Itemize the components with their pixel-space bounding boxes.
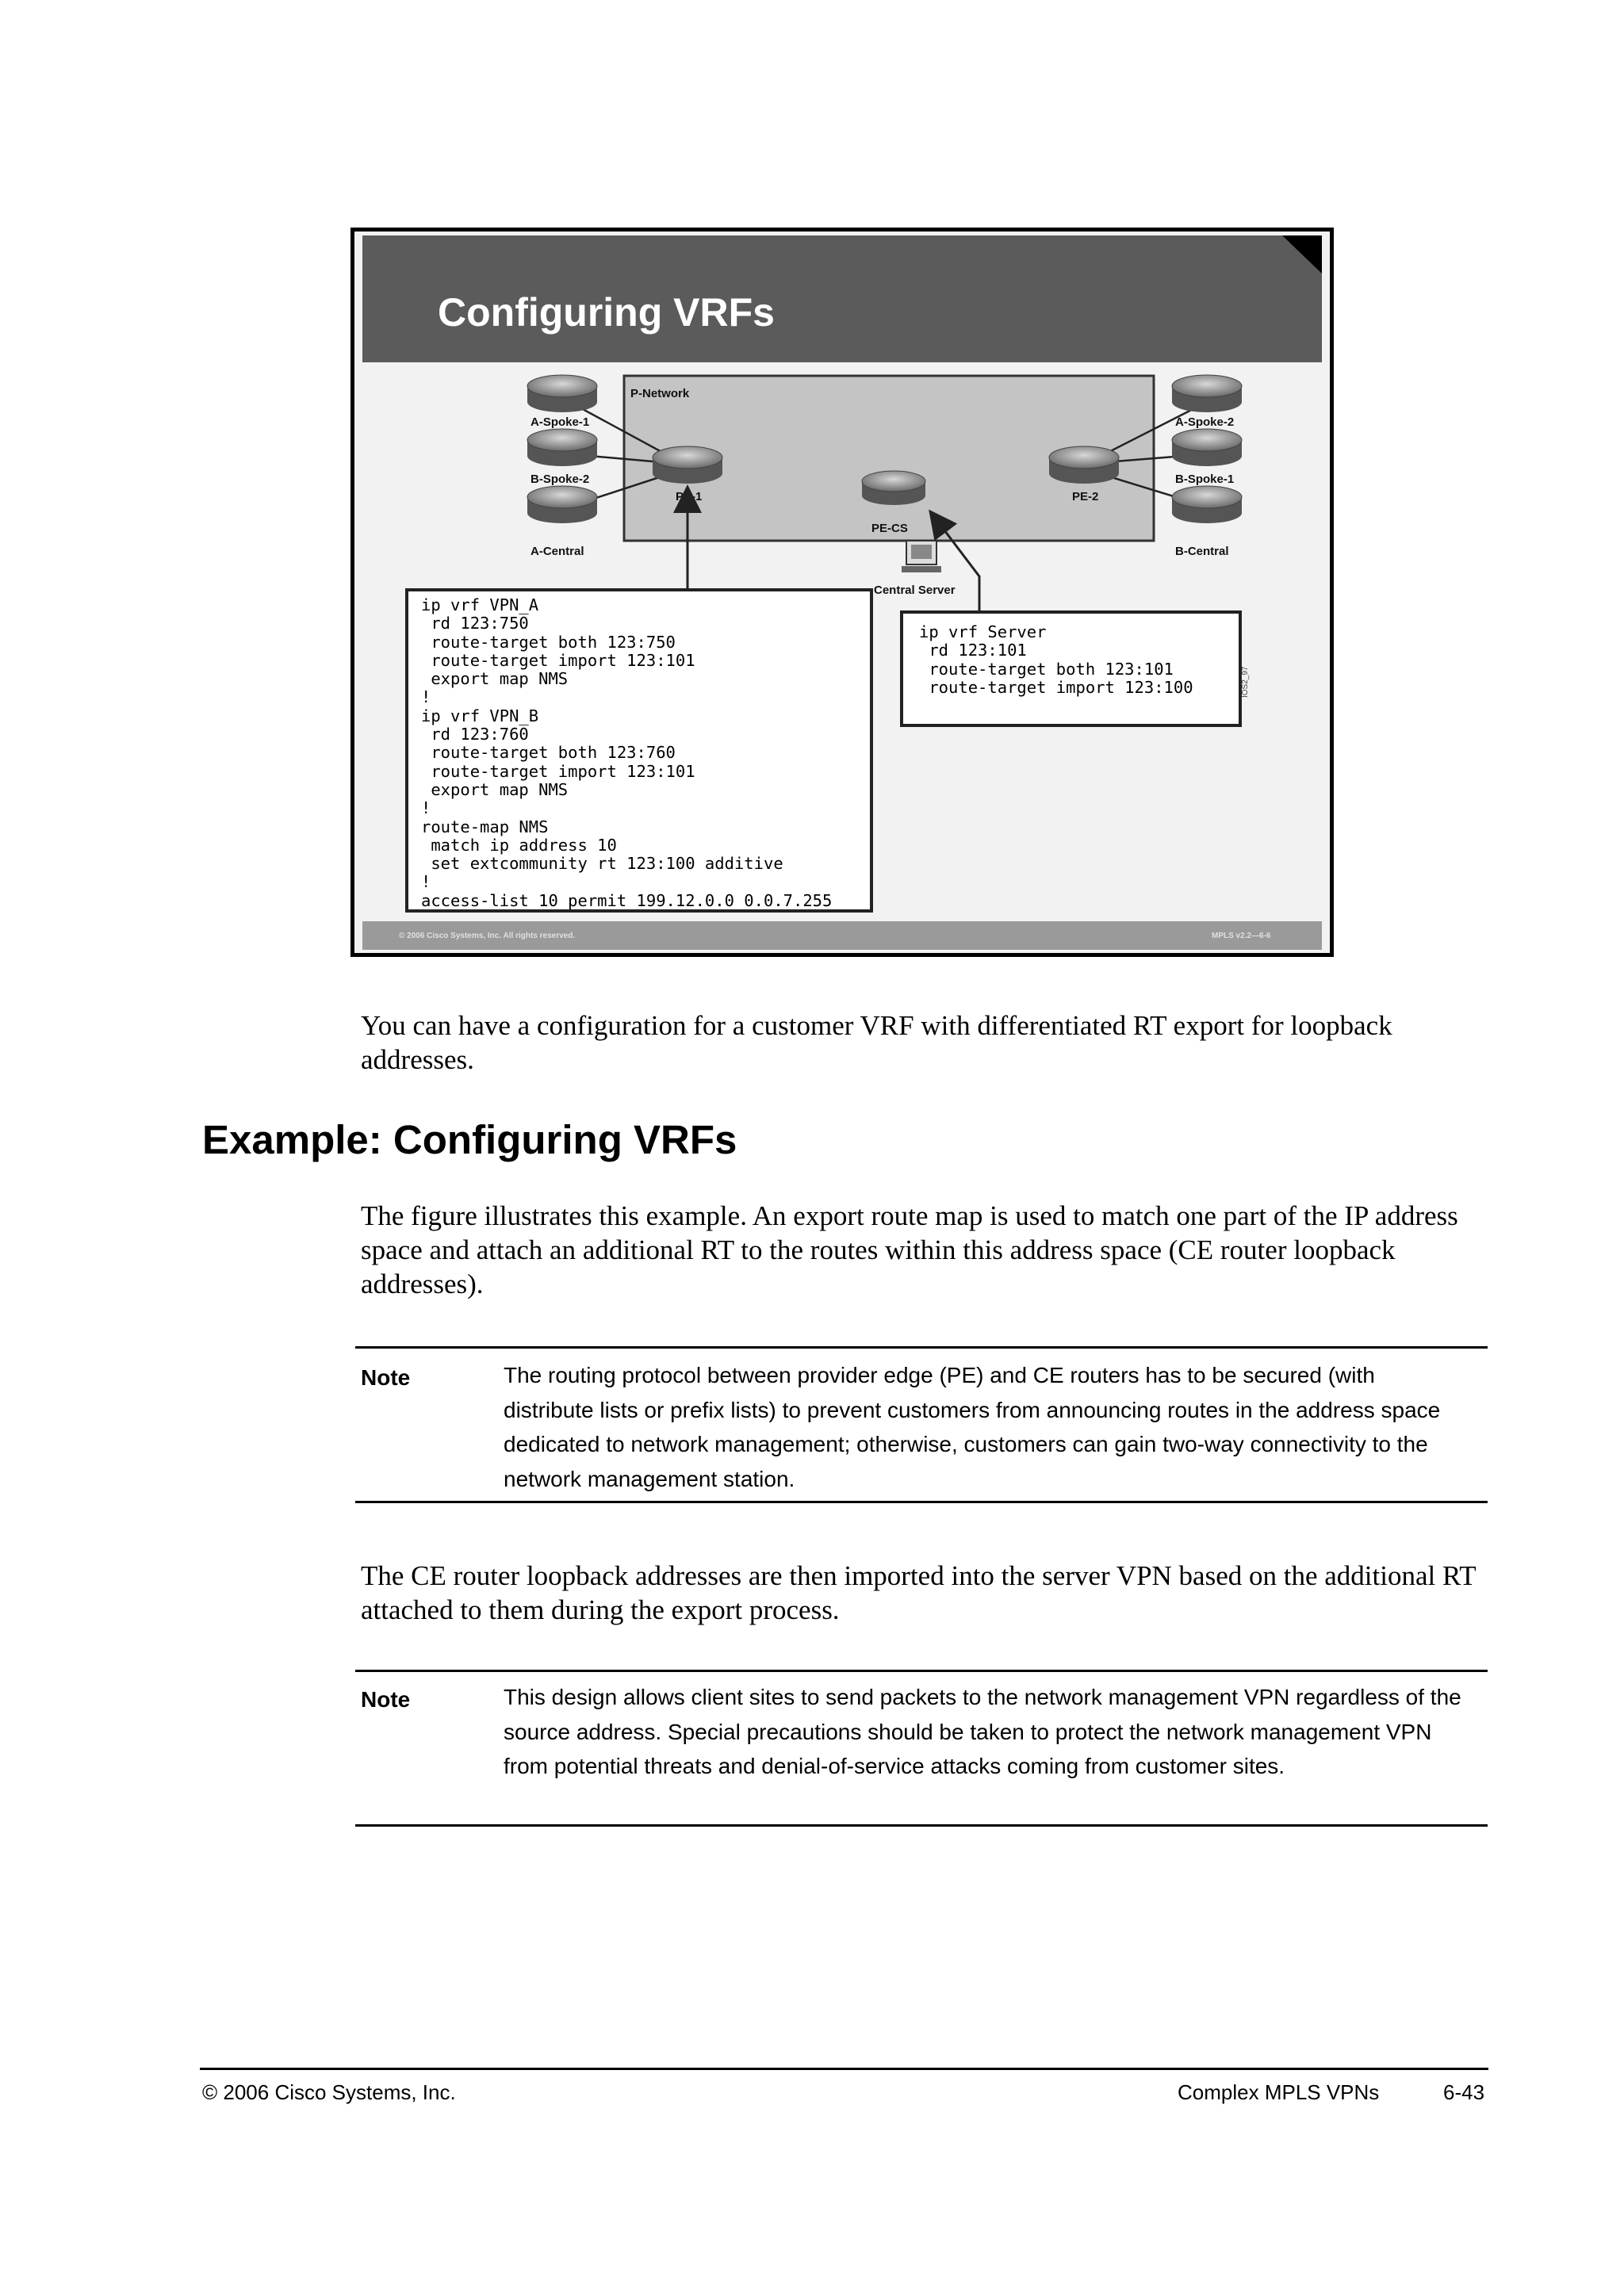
body-paragraph-2: The CE router loopback addresses are then imported into the server VPN based on the additional RT attached to them during the export process.	[361, 1560, 1476, 1625]
footer-rule	[200, 2068, 1488, 2070]
label-pe-cs: PE-CS	[871, 522, 908, 535]
slide-figure-ref: IOS2_97	[1241, 666, 1250, 698]
label-pe-2: PE-2	[1072, 490, 1099, 503]
note-1-bottom-rule	[355, 1501, 1488, 1503]
note-2-text: This design allows client sites to send packets to the network management VPN regardless of the source address. Special precautions should be taken to protect the network management VPN from potential threats and denial-of-service attacks coming from customer sites.	[504, 1685, 1461, 1778]
intro-paragraph: You can have a configuration for a customer VRF with differentiated RT export for loopback addresses.	[361, 1010, 1392, 1075]
label-pe-1: PE-1	[676, 490, 703, 503]
label-a-spoke-1: A-Spoke-1	[530, 415, 590, 429]
router-pe-1-icon	[653, 446, 722, 484]
server-config-code: ip vrf Server rd 123:101 route-target both 123:101 route-target import 123:100	[919, 622, 1193, 697]
footer-copyright: © 2006 Cisco Systems, Inc.	[202, 2080, 456, 2104]
label-central-server: Central Server	[874, 584, 956, 597]
label-a-spoke-2: A-Spoke-2	[1175, 415, 1235, 429]
slide-corner-mark	[1282, 235, 1322, 274]
router-a-spoke-1-icon	[527, 375, 597, 412]
label-b-central: B-Central	[1175, 545, 1229, 558]
footer-page-number: 6-43	[1443, 2080, 1485, 2104]
pe1-config-box	[405, 588, 873, 913]
slide-footer-copyright: © 2006 Cisco Systems, Inc. All rights reserved.	[399, 932, 576, 940]
router-a-spoke-2-icon	[1172, 375, 1242, 412]
router-pe-cs-icon	[862, 471, 925, 505]
body-paragraph-1: The figure illustrates this example. An export route map is used to match one part of the IP address space and attach an additional RT to the routes within this address space (CE router loopback addresses).	[361, 1200, 1458, 1299]
note-1-label: Note	[361, 1365, 411, 1390]
note-1-text: The routing protocol between provider edge (PE) and CE routers has to be secured (with distribute lists or prefix lists) to prevent customers from announcing routes in the address space dedicated to network management; otherwise, customers can gain two-way connectivity to the network management station.	[504, 1363, 1441, 1491]
server-icon	[902, 541, 941, 572]
slide-footer-version: MPLS v2.2—6-6	[1212, 932, 1271, 940]
footer-doc-title: Complex MPLS VPNs	[1178, 2080, 1380, 2104]
router-b-spoke-1-icon	[1172, 429, 1242, 466]
server-config-box	[900, 610, 1242, 727]
p-network-label: P-Network	[630, 387, 690, 400]
router-pe-2-icon	[1049, 446, 1119, 484]
router-b-central-icon	[1172, 486, 1242, 523]
note-2-top-rule	[355, 1670, 1488, 1672]
note-1-top-rule	[355, 1346, 1488, 1349]
note-2-bottom-rule	[355, 1824, 1488, 1827]
router-b-spoke-2-icon	[527, 429, 597, 466]
router-a-central-icon	[527, 486, 597, 523]
label-a-central: A-Central	[530, 545, 584, 558]
section-heading: Example: Configuring VRFs	[202, 1117, 737, 1162]
note-2-label: Note	[361, 1687, 411, 1712]
pe1-config-code: ip vrf VPN_A rd 123:750 route-target both 123:750 route-target import 123:101 export map NMS ! ip vrf VPN_B rd 123:760 route-target both 123:760 route-target import 123:101 export map NMS ! route-map NMS match ip address 10 set extcommunity rt 123:100 additive ! access-list 10 permit 199.12.0.0 0.0.7.255	[421, 595, 833, 910]
slide-title: Configuring VRFs	[438, 290, 775, 335]
label-b-spoke-1: B-Spoke-1	[1175, 473, 1235, 486]
label-b-spoke-2: B-Spoke-2	[530, 473, 590, 486]
